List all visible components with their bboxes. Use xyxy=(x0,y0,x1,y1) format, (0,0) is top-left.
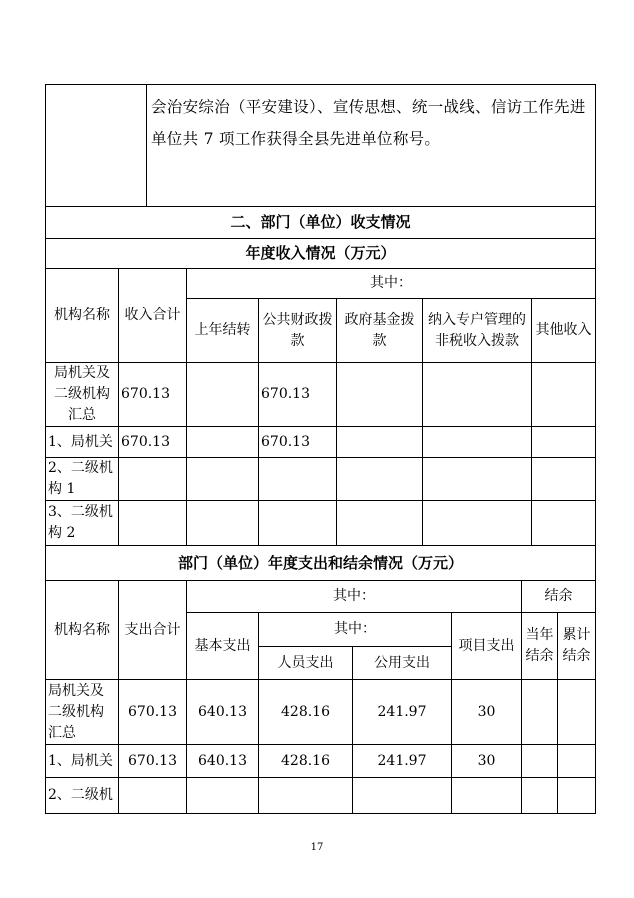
income-cell-non-tax xyxy=(423,363,532,427)
income-cell-last-year xyxy=(187,427,259,458)
income-cell-total xyxy=(119,458,187,501)
income-cell-non-tax xyxy=(423,427,532,458)
income-cell-last-year xyxy=(187,458,259,501)
income-cell-other xyxy=(532,427,596,458)
income-cell-gov-fund xyxy=(337,458,423,501)
income-table xyxy=(45,206,596,546)
expense-header-project: 项目支出 xyxy=(452,613,522,680)
expense-cell-personnel: 428.16 xyxy=(259,680,353,745)
expense-table xyxy=(45,545,596,814)
expense-cell-personnel xyxy=(259,778,353,814)
income-cell-fiscal: 670.13 xyxy=(259,363,337,427)
expense-cell-total: 670.13 xyxy=(119,745,187,778)
income-header-other: 其他收入 xyxy=(532,299,596,363)
income-row xyxy=(46,501,596,546)
income-cell-fiscal xyxy=(259,458,337,501)
income-cell-last-year xyxy=(187,501,259,546)
expense-row xyxy=(46,680,596,745)
expense-cell-acc-balance xyxy=(558,680,596,745)
expense-cell-public xyxy=(353,778,452,814)
income-header-last-year: 上年结转 xyxy=(187,299,259,363)
income-cell-other xyxy=(532,501,596,546)
expense-cell-year-balance xyxy=(522,680,558,745)
income-cell-org: 3、二级机构 2 xyxy=(46,501,119,546)
income-header-org: 机构名称 xyxy=(46,269,119,363)
income-cell-other xyxy=(532,363,596,427)
income-cell-last-year xyxy=(187,363,259,427)
income-cell-gov-fund xyxy=(337,501,423,546)
income-cell-total xyxy=(119,501,187,546)
expense-row xyxy=(46,778,596,814)
expense-header-org: 机构名称 xyxy=(46,581,119,680)
intro-text-cell xyxy=(147,85,596,207)
income-row xyxy=(46,363,596,427)
intro-table xyxy=(45,84,596,207)
page-number: 17 xyxy=(310,842,324,853)
income-cell-org: 2、二级机构 1 xyxy=(46,458,119,501)
income-cell-fiscal: 670.13 xyxy=(259,427,337,458)
income-row xyxy=(46,427,596,458)
expense-cell-year-balance xyxy=(522,745,558,778)
income-title: 年度收入情况（万元） xyxy=(46,239,596,269)
income-row xyxy=(46,458,596,501)
expense-cell-total: 670.13 xyxy=(119,680,187,745)
income-cell-org: 局机关及二级机构汇总 xyxy=(46,363,119,427)
income-cell-total: 670.13 xyxy=(119,427,187,458)
expense-header-basic: 基本支出 xyxy=(187,613,259,680)
expense-header-total: 支出合计 xyxy=(119,581,187,680)
expense-cell-year-balance xyxy=(522,778,558,814)
income-header-total: 收入合计 xyxy=(119,269,187,363)
income-cell-total: 670.13 xyxy=(119,363,187,427)
intro-line-2: 单位共 7 项工作获得全县先进单位称号。 xyxy=(151,130,441,148)
expense-title: 部门（单位）年度支出和结余情况（万元） xyxy=(46,546,596,581)
expense-header-acc-balance: 累计结余 xyxy=(558,613,596,680)
expense-cell-basic: 640.13 xyxy=(187,745,259,778)
expense-cell-basic: 640.13 xyxy=(187,680,259,745)
expense-cell-basic xyxy=(187,778,259,814)
expense-header-balance: 结余 xyxy=(522,581,596,613)
expense-cell-project: 30 xyxy=(452,680,522,745)
income-cell-non-tax xyxy=(423,458,532,501)
expense-header-public: 公用支出 xyxy=(353,647,452,680)
income-cell-gov-fund xyxy=(337,363,423,427)
expense-cell-org: 2、二级机 xyxy=(46,778,119,814)
income-header-among: 其中： xyxy=(187,269,596,299)
income-cell-fiscal xyxy=(259,501,337,546)
expense-cell-public: 241.97 xyxy=(353,680,452,745)
expense-cell-public: 241.97 xyxy=(353,745,452,778)
expense-cell-personnel: 428.16 xyxy=(259,745,353,778)
income-header-fiscal: 公共财政拨款 xyxy=(259,299,337,363)
income-cell-non-tax xyxy=(423,501,532,546)
intro-line-1: 会治安综治（平安建设）、宣传思想、统一战线、信访工作先进 xyxy=(151,98,586,116)
expense-cell-org: 1、局机关 xyxy=(46,745,119,778)
income-cell-other xyxy=(532,458,596,501)
expense-cell-acc-balance xyxy=(558,745,596,778)
income-cell-gov-fund xyxy=(337,427,423,458)
income-cell-org: 1、局机关 xyxy=(46,427,119,458)
expense-cell-acc-balance xyxy=(558,778,596,814)
expense-header-personnel: 人员支出 xyxy=(259,647,353,680)
expense-header-year-balance: 当年结余 xyxy=(522,613,558,680)
expense-row xyxy=(46,745,596,778)
section-title: 二、部门（单位）收支情况 xyxy=(46,207,596,239)
expense-cell-org: 局机关及二级机构汇总 xyxy=(46,680,119,745)
expense-cell-project: 30 xyxy=(452,745,522,778)
income-header-gov-fund: 政府基金拨款 xyxy=(337,299,423,363)
expense-header-among-2: 其中： xyxy=(259,613,452,647)
expense-cell-total xyxy=(119,778,187,814)
income-header-non-tax: 纳入专户管理的非税收入拨款 xyxy=(423,299,532,363)
intro-label-cell xyxy=(46,85,147,207)
expense-header-among: 其中： xyxy=(187,581,522,613)
expense-cell-project xyxy=(452,778,522,814)
